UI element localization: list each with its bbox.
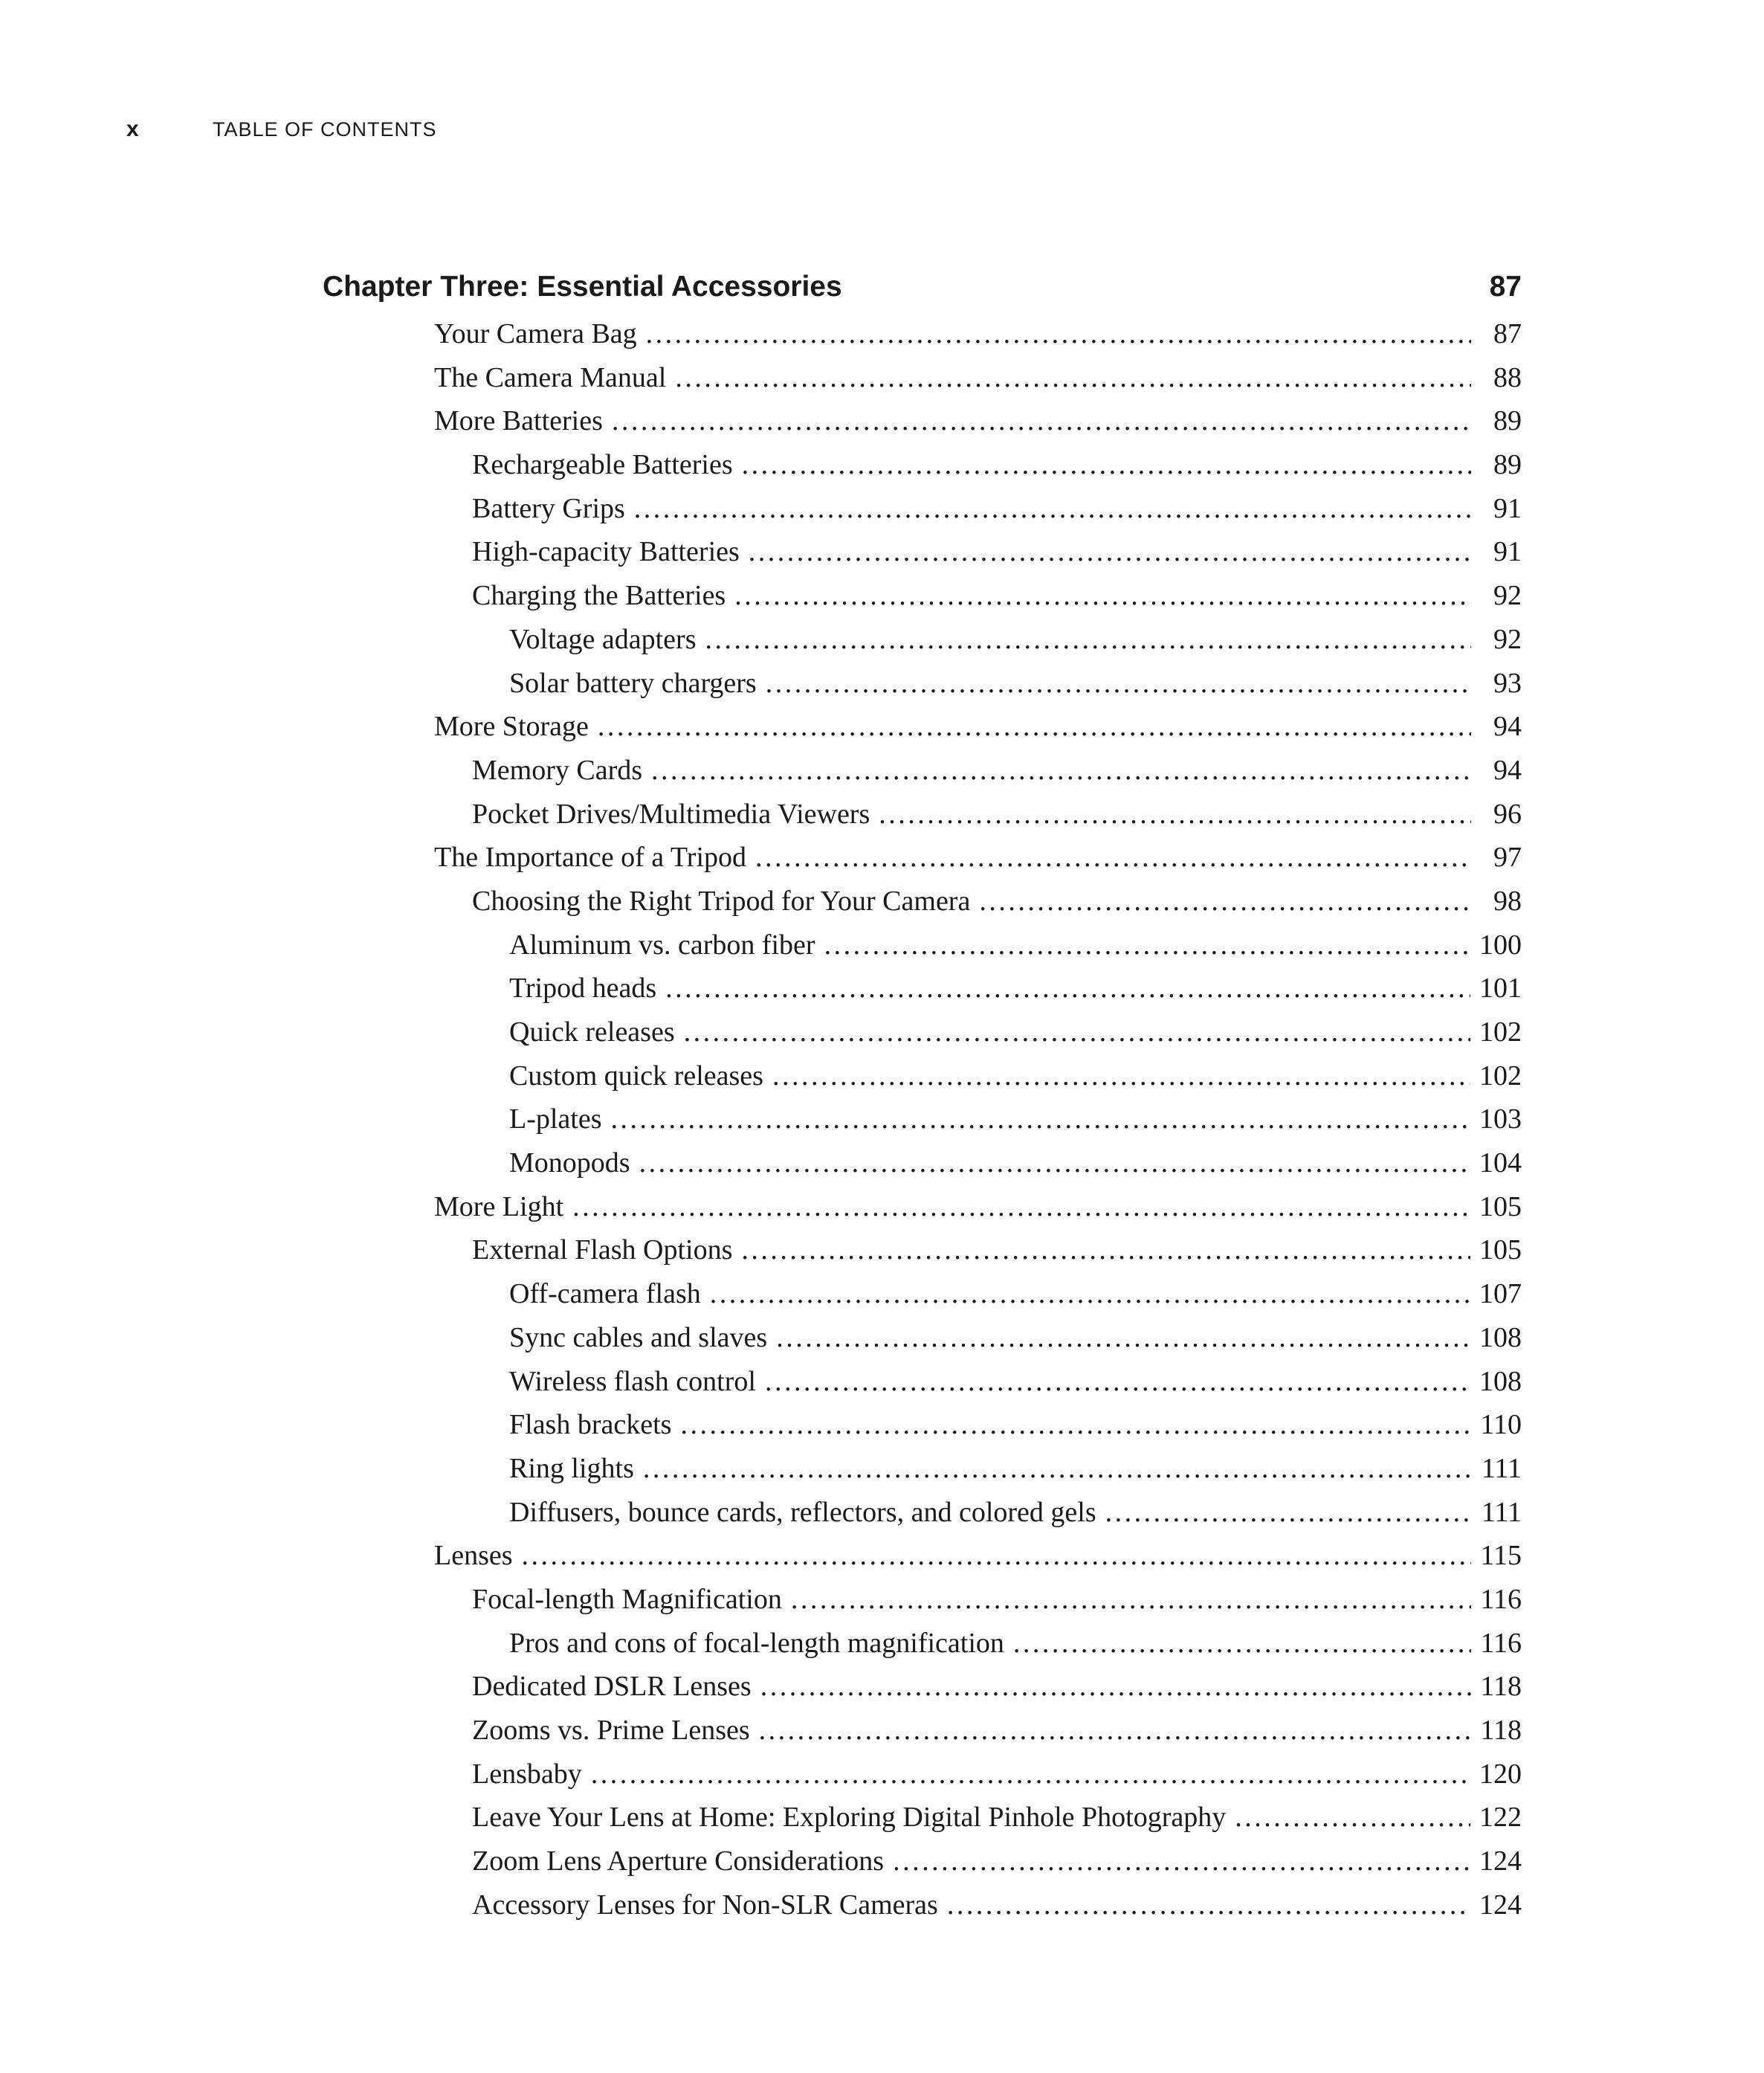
toc-entry-page-number: 91	[1493, 492, 1522, 524]
toc-entry-title: Lensbaby	[472, 1758, 582, 1790]
toc-entry[interactable]	[0, 1539, 1764, 1583]
toc-entry[interactable]	[0, 1321, 1764, 1365]
dot-leader	[947, 1889, 1470, 1921]
toc-entry[interactable]	[0, 1889, 1764, 1932]
dot-leader	[612, 404, 1471, 437]
dot-leader	[634, 492, 1471, 525]
dot-leader	[741, 1234, 1470, 1266]
toc-entry-page-number: 118	[1480, 1715, 1522, 1746]
toc-entry-title: Accessory Lenses for Non-SLR Cameras	[472, 1889, 938, 1921]
dot-leader	[1013, 1627, 1471, 1660]
toc-entry-page-number: 89	[1493, 405, 1522, 437]
toc-entry-title: Memory Cards	[472, 754, 643, 786]
toc-entry[interactable]	[0, 885, 1764, 929]
toc-entry-page-number: 107	[1479, 1278, 1522, 1310]
dot-leader	[742, 448, 1471, 481]
toc-entry-page-number: 93	[1493, 667, 1522, 699]
toc-entry[interactable]	[0, 754, 1764, 798]
toc-entry[interactable]	[0, 798, 1764, 842]
toc-entry[interactable]	[0, 1147, 1764, 1190]
toc-entry[interactable]	[0, 1714, 1764, 1758]
dot-leader	[665, 972, 1470, 1005]
toc-entry[interactable]	[0, 579, 1764, 623]
toc-entry-page-number: 88	[1493, 361, 1522, 393]
toc-entry-page-number: 100	[1479, 929, 1522, 961]
toc-entry[interactable]	[0, 1190, 1764, 1234]
dot-leader	[824, 929, 1470, 961]
chapter-page-number: 87	[1489, 271, 1522, 303]
toc-entry[interactable]	[0, 1758, 1764, 1802]
toc-entry[interactable]	[0, 667, 1764, 711]
toc-entry-title: Choosing the Right Tripod for Your Camera	[472, 885, 971, 917]
toc-entry[interactable]	[0, 1408, 1764, 1452]
toc-entry-title: The Importance of a Tripod	[434, 842, 747, 874]
toc-entry-page-number: 97	[1493, 842, 1522, 874]
toc-entry-title: Solar battery chargers	[509, 667, 757, 699]
toc-entry-title: More Storage	[434, 711, 589, 743]
dot-leader	[1105, 1496, 1471, 1529]
toc-entry-page-number: 101	[1479, 973, 1522, 1005]
toc-entry[interactable]	[0, 1583, 1764, 1627]
toc-entry-page-number: 105	[1479, 1234, 1522, 1266]
toc-entry-page-number: 91	[1493, 536, 1522, 568]
dot-leader	[705, 623, 1472, 656]
dot-leader	[772, 1060, 1470, 1092]
toc-entry[interactable]	[0, 361, 1764, 405]
toc-entry-title: Voltage adapters	[509, 623, 697, 655]
dot-leader	[646, 317, 1471, 350]
toc-entry[interactable]	[0, 1801, 1764, 1845]
toc-entry-title: Flash brackets	[509, 1409, 672, 1441]
dot-leader	[755, 841, 1471, 874]
dot-leader	[1235, 1801, 1470, 1834]
dot-leader	[776, 1321, 1470, 1354]
toc-entry-title: Diffusers, bounce cards, reflectors, and colored gels	[509, 1496, 1096, 1528]
toc-entry-page-number: 96	[1493, 798, 1522, 830]
toc-entry[interactable]	[0, 710, 1764, 754]
chapter-heading[interactable]	[323, 266, 1522, 308]
toc-entry-title: Zooms vs. Prime Lenses	[472, 1715, 750, 1746]
toc-entry-page-number: 102	[1479, 1016, 1522, 1048]
toc-entry[interactable]	[0, 1845, 1764, 1889]
toc-entry[interactable]	[0, 492, 1764, 536]
toc-entry[interactable]	[0, 1365, 1764, 1409]
dot-leader	[675, 361, 1471, 394]
toc-entry-page-number: 103	[1479, 1103, 1522, 1135]
toc-entry[interactable]	[0, 317, 1764, 361]
dot-leader	[759, 1714, 1471, 1747]
toc-entry-page-number: 116	[1480, 1627, 1522, 1659]
toc-entry-page-number: 108	[1479, 1321, 1522, 1353]
toc-entry-title: Custom quick releases	[509, 1060, 763, 1092]
toc-entry-title: Pocket Drives/Multimedia Viewers	[472, 798, 870, 830]
dot-leader	[749, 535, 1471, 568]
toc-entry[interactable]	[0, 1627, 1764, 1671]
toc-entry-page-number: 87	[1493, 318, 1522, 349]
toc-entry-page-number: 111	[1481, 1496, 1522, 1528]
toc-entry-page-number: 98	[1493, 885, 1522, 917]
toc-entry-page-number: 110	[1480, 1409, 1522, 1441]
toc-entry-page-number: 92	[1493, 580, 1522, 612]
running-head-title: TABLE OF CONTENTS	[213, 117, 437, 141]
chapter-title: Chapter Three: Essential Accessories	[323, 271, 842, 303]
toc-entry-title: Battery Grips	[472, 492, 625, 524]
toc-entry-title: More Batteries	[434, 405, 603, 437]
toc-entry-title: Pros and cons of focal-length magnification	[509, 1627, 1004, 1659]
toc-entry-page-number: 115	[1480, 1540, 1522, 1572]
dot-leader	[766, 667, 1471, 700]
toc-entry-title: Lenses	[434, 1540, 513, 1572]
toc-entry-title: External Flash Options	[472, 1234, 733, 1266]
dot-leader	[591, 1758, 1470, 1790]
toc-entry-page-number: 108	[1479, 1365, 1522, 1397]
toc-entry-page-number: 104	[1479, 1147, 1522, 1179]
dot-leader	[879, 798, 1471, 831]
dot-leader	[684, 1016, 1470, 1048]
toc-entry-title: Charging the Batteries	[472, 580, 726, 612]
toc-entry-page-number: 122	[1479, 1802, 1522, 1834]
running-head	[126, 115, 437, 144]
toc-entry-title: L-plates	[509, 1103, 602, 1135]
toc-entry-title: Quick releases	[509, 1016, 675, 1048]
toc-entry-title: Monopods	[509, 1147, 630, 1179]
toc-entry[interactable]	[0, 1496, 1764, 1540]
toc-entry-page-number: 116	[1480, 1583, 1522, 1615]
toc-entry-page-number: 102	[1479, 1060, 1522, 1092]
toc-entry-title: Off-camera flash	[509, 1278, 701, 1310]
toc-entry-page-number: 118	[1480, 1671, 1522, 1703]
toc-entry[interactable]	[0, 623, 1764, 667]
toc-entry-title: Leave Your Lens at Home: Exploring Digital Pinhole Photography	[472, 1802, 1227, 1834]
toc-entry-title: High-capacity Batteries	[472, 536, 740, 568]
dot-leader	[598, 710, 1471, 743]
toc-entry[interactable]	[0, 841, 1764, 885]
dot-leader	[765, 1365, 1470, 1398]
dot-leader	[639, 1147, 1470, 1179]
toc-entry[interactable]	[0, 404, 1764, 448]
dot-leader	[893, 1845, 1470, 1877]
toc-entry-page-number: 120	[1479, 1758, 1522, 1790]
dot-leader	[734, 579, 1471, 612]
dot-leader	[522, 1539, 1471, 1572]
toc-entry[interactable]	[0, 448, 1764, 492]
toc-entry[interactable]	[0, 1060, 1764, 1103]
toc-entry-page-number: 124	[1479, 1889, 1522, 1921]
toc-entry-title: Ring lights	[509, 1452, 634, 1484]
toc-entry-title: More Light	[434, 1190, 564, 1222]
toc-entry-title: Aluminum vs. carbon fiber	[509, 929, 815, 961]
dot-leader	[680, 1408, 1471, 1441]
toc-entry-page-number: 94	[1493, 711, 1522, 743]
toc-entry-title: Sync cables and slaves	[509, 1321, 768, 1353]
toc-entry[interactable]	[0, 535, 1764, 579]
toc-entry-page-number: 94	[1493, 754, 1522, 786]
toc-entry-page-number: 89	[1493, 449, 1522, 481]
dot-leader	[979, 885, 1471, 918]
toc-entry-page-number: 105	[1479, 1190, 1522, 1222]
toc-entry-page-number: 111	[1481, 1452, 1522, 1484]
dot-leader	[643, 1452, 1471, 1485]
dot-leader	[651, 754, 1471, 787]
page-folio: x	[126, 117, 139, 141]
dot-leader	[572, 1190, 1470, 1223]
toc-entry-title: Focal-length Magnification	[472, 1583, 782, 1615]
toc-entry-title: The Camera Manual	[434, 361, 667, 393]
toc-entry-title: Your Camera Bag	[434, 318, 637, 349]
toc-entry[interactable]	[0, 1234, 1764, 1277]
toc-entry-title: Wireless flash control	[509, 1365, 756, 1397]
toc-entry[interactable]	[0, 1103, 1764, 1147]
toc-entry[interactable]	[0, 1670, 1764, 1714]
dot-leader	[611, 1103, 1470, 1135]
toc-entry[interactable]	[0, 1277, 1764, 1321]
dot-leader	[791, 1583, 1471, 1616]
toc-entry[interactable]	[0, 972, 1764, 1016]
dot-leader	[710, 1277, 1470, 1310]
toc-entry-title: Zoom Lens Aperture Considerations	[472, 1845, 885, 1877]
toc-entry[interactable]	[0, 1452, 1764, 1496]
toc-entry[interactable]	[0, 1016, 1764, 1060]
toc-entry[interactable]	[0, 929, 1764, 973]
table-of-contents-list	[0, 317, 1764, 1932]
toc-entry-page-number: 124	[1479, 1845, 1522, 1877]
toc-entry-title: Rechargeable Batteries	[472, 449, 733, 481]
toc-entry-title: Dedicated DSLR Lenses	[472, 1671, 752, 1703]
toc-entry-page-number: 92	[1493, 623, 1522, 655]
toc-entry-title: Tripod heads	[509, 973, 657, 1005]
dot-leader	[760, 1670, 1471, 1703]
